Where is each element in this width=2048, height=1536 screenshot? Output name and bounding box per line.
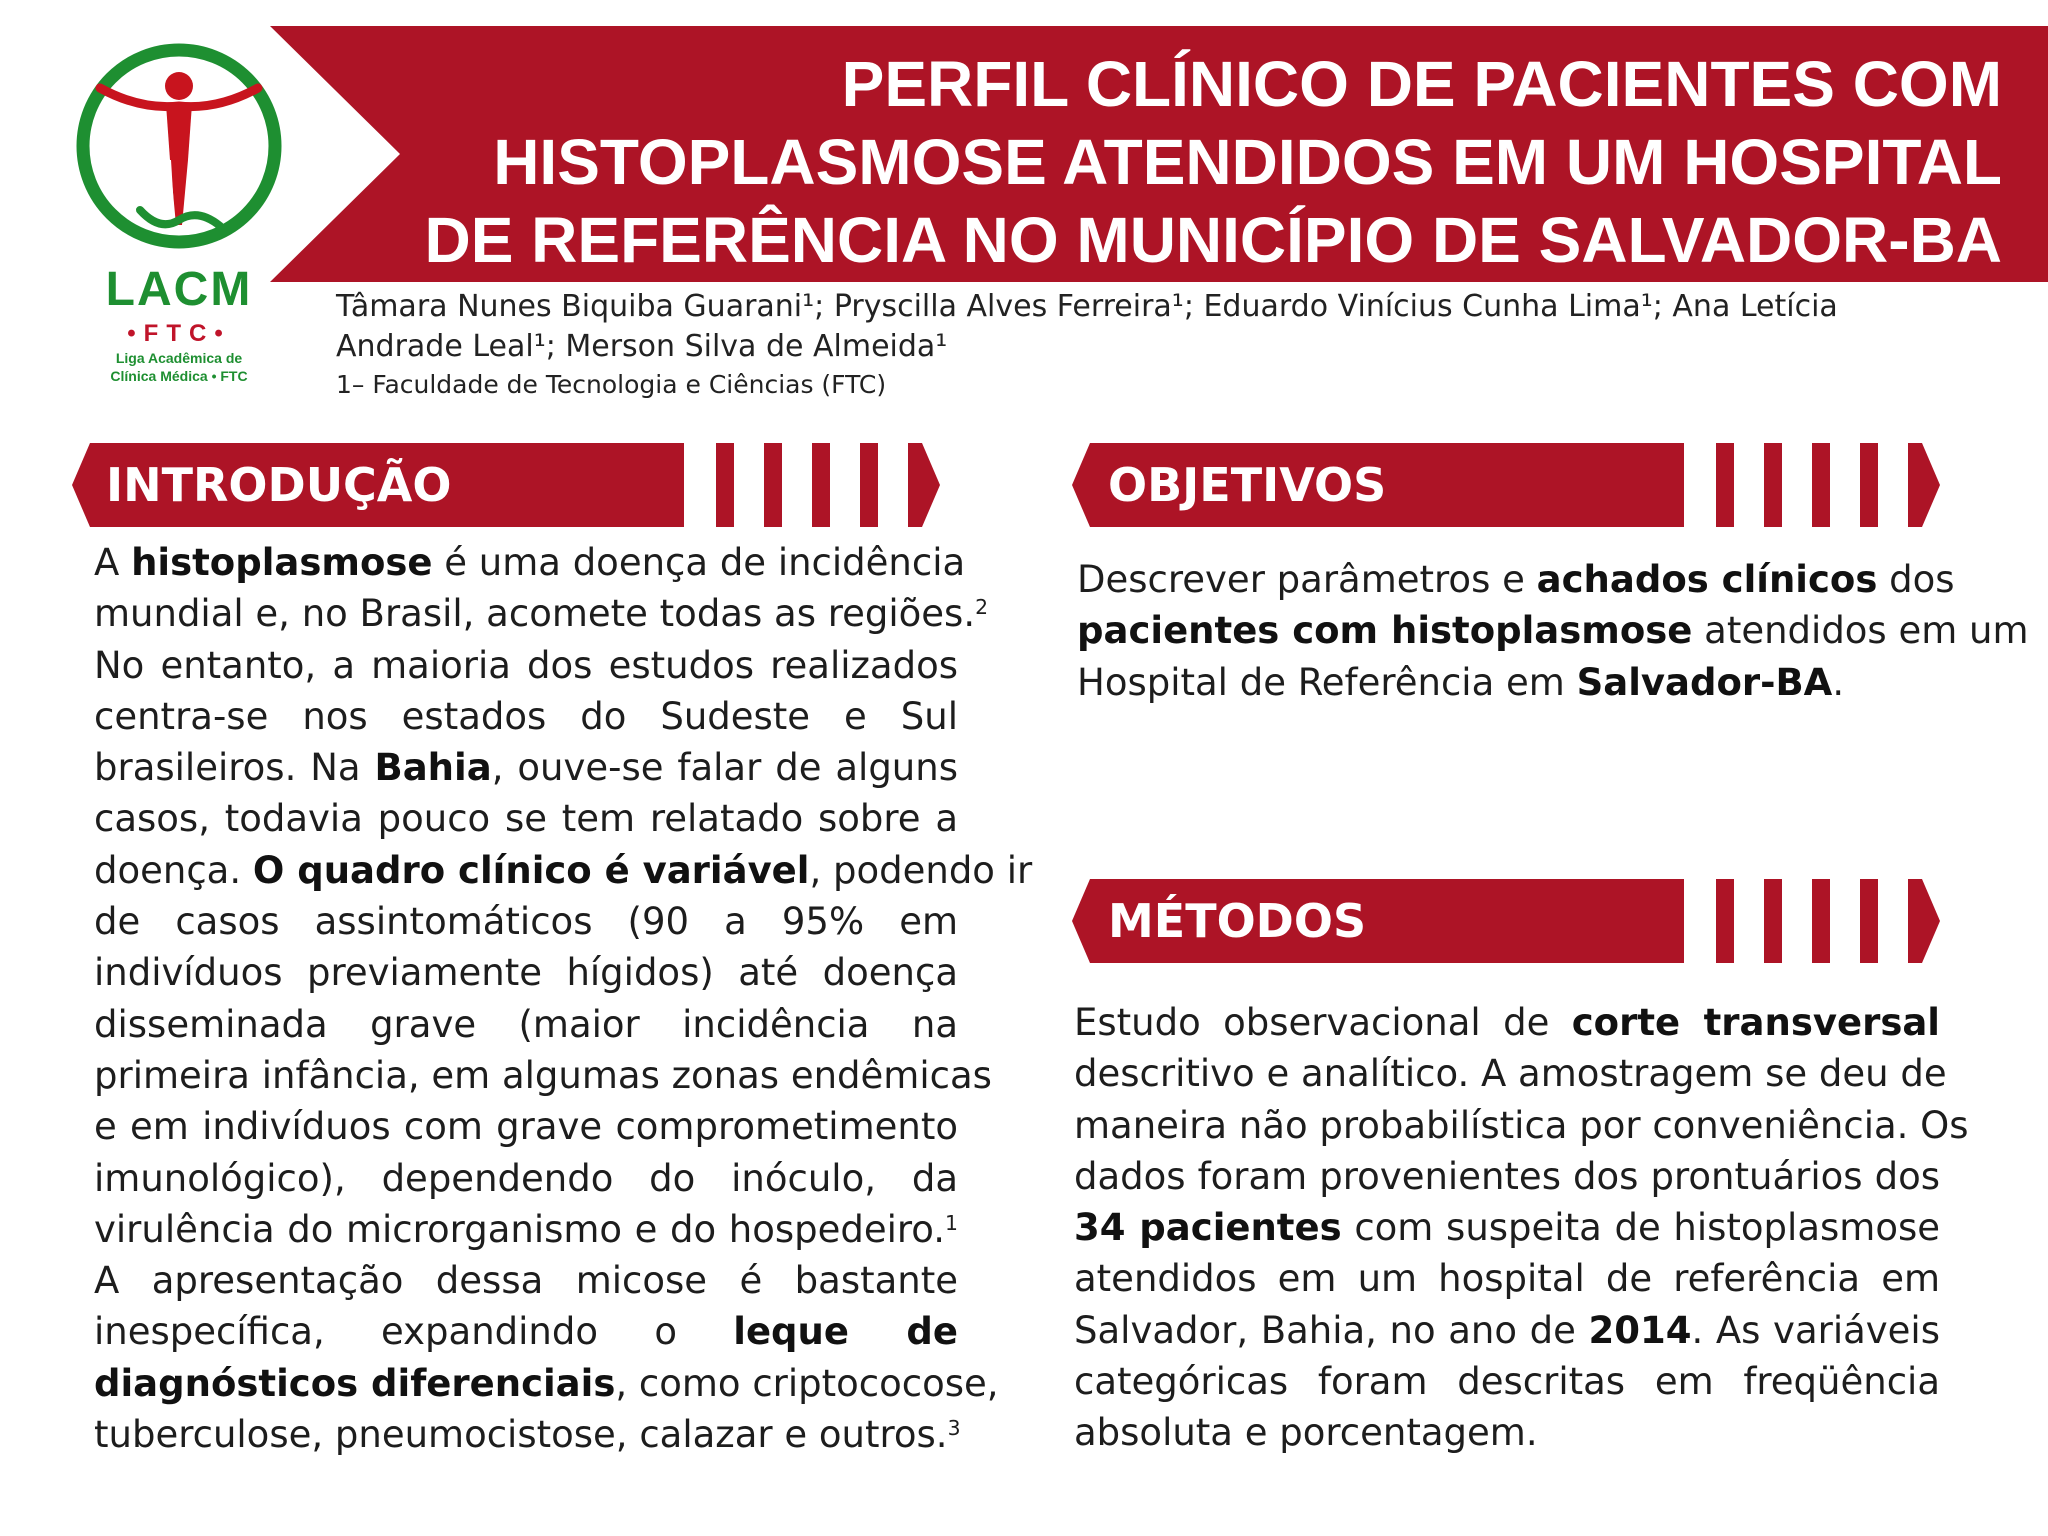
affiliation: 1– Faculdade de Tecnologia e Ciências (FTC) (336, 370, 887, 399)
text-line: Salvador, Bahia, no ano de 2014. As variáveis (1074, 1308, 1940, 1352)
text-line: tuberculose, pneumocistose, calazar e outros.$^3$ (94, 1413, 961, 1457)
introducao-body (94, 537, 1033, 1460)
authors-line-1: Tâmara Nunes Biquiba Guarani¹; Pryscilla Alves Ferreira¹; Eduardo Vinícius Cunha Lima¹; Ana Letícia (336, 289, 1838, 324)
emphasis-text: 2014 (1588, 1308, 1692, 1352)
emphasis-text: achados clínicos (1536, 558, 1878, 601)
text-line: inespecífica, expandindo o leque de (94, 1310, 958, 1354)
emphasis-text: corte transversal (1571, 1001, 1940, 1044)
lacm-logo (70, 40, 288, 390)
emphasis-text: Bahia (374, 746, 492, 790)
emphasis-text: leque de (733, 1310, 958, 1354)
emphasis-text: histoplasmose (131, 541, 433, 584)
section-header-metodos (1072, 879, 1948, 963)
text-line: Descrever parâmetros e achados clínicos dos (1077, 558, 1955, 601)
logo-caption-2: Clínica Médica • FTC (110, 368, 248, 384)
section-header-introducao (72, 443, 948, 527)
text-line: casos, todavia pouco se tem relatado sobre a (94, 797, 958, 841)
text-line: No entanto, a maioria dos estudos realizados (94, 643, 958, 687)
section-title-introducao: INTRODUÇÃO (106, 458, 452, 512)
citation-ref: 3 (947, 1415, 961, 1440)
emphasis-text: 34 pacientes (1074, 1206, 1342, 1250)
text-line: Estudo observacional de corte transversal (1074, 1001, 1940, 1044)
text-line: descritivo e analítico. A amostragem se deu de (1074, 1052, 1947, 1096)
text-line: mundial e, no Brasil, acomete todas as regiões.$^2$ (94, 592, 989, 636)
authors-line-2: Andrade Leal¹; Merson Silva de Almeida¹ (336, 329, 948, 364)
text-line: atendidos em um hospital de referência em (1074, 1257, 1940, 1301)
section-header-objetivos (1072, 443, 1948, 527)
poster-title-line-1: PERFIL CLÍNICO DE PACIENTES COM (841, 48, 2002, 120)
logo-ftc: •FTC• (127, 320, 231, 347)
text-line: categóricas foram descritas em freqüência (1074, 1360, 1940, 1404)
poster-title-line-3: DE REFERÊNCIA NO MUNICÍPIO DE SALVADOR-BA (424, 204, 2002, 276)
objetivos-body (1077, 554, 2029, 708)
text-line: e em indivíduos com grave comprometimento (94, 1105, 958, 1149)
emphasis-text: Salvador-BA (1576, 660, 1833, 704)
metodos-body (1074, 997, 1969, 1459)
logo-wordmark: LACM (105, 263, 253, 316)
text-line: A apresentação dessa micose é bastante (94, 1259, 958, 1303)
text-line: Hospital de Referência em Salvador-BA. (1077, 660, 1845, 704)
text-line: imunológico), dependendo do inóculo, da (94, 1156, 958, 1200)
text-line: primeira infância, em algumas zonas endêmicas (94, 1053, 992, 1097)
poster-title-line-2: HISTOPLASMOSE ATENDIDOS EM UM HOSPITAL (493, 126, 2002, 198)
text-line: pacientes com histoplasmose atendidos em um (1077, 609, 2029, 653)
emphasis-text: O quadro clínico é variável (252, 848, 810, 892)
text-line: maneira não probabilística por conveniência. Os (1074, 1103, 1969, 1147)
citation-ref: 2 (975, 595, 989, 620)
logo-caption-1: Liga Acadêmica de (115, 350, 243, 366)
emphasis-text: pacientes com histoplasmose (1077, 609, 1693, 653)
text-line: brasileiros. Na Bahia, ouve-se falar de alguns (94, 746, 958, 790)
text-line: A histoplasmose é uma doença de incidência (94, 541, 966, 584)
text-line: dados foram provenientes dos prontuários dos (1074, 1154, 1940, 1198)
section-title-metodos: MÉTODOS (1108, 894, 1367, 948)
emphasis-text: diagnósticos diferenciais (94, 1361, 616, 1405)
caduceus-human-figure-icon (70, 40, 288, 258)
citation-ref: 1 (945, 1210, 958, 1235)
text-line: centra-se nos estados do Sudeste e Sul (94, 694, 958, 738)
section-title-objetivos: OBJETIVOS (1108, 458, 1387, 512)
text-line: virulência do microrganismo e do hospedeiro.$^1$ (94, 1207, 958, 1251)
text-line: 34 pacientes com suspeita de histoplasmose (1074, 1206, 1940, 1250)
text-line: indivíduos previamente hígidos) até doença (94, 951, 958, 995)
text-line: diagnósticos diferenciais, como criptococose, (94, 1361, 999, 1405)
text-line: disseminada grave (maior incidência na (94, 1002, 958, 1046)
title-banner (270, 26, 2048, 282)
text-line: de casos assintomáticos (90 a 95% em (94, 900, 958, 944)
text-line: absoluta e porcentagem. (1074, 1411, 1538, 1455)
text-line: doença. O quadro clínico é variável, podendo ir (94, 848, 1033, 892)
